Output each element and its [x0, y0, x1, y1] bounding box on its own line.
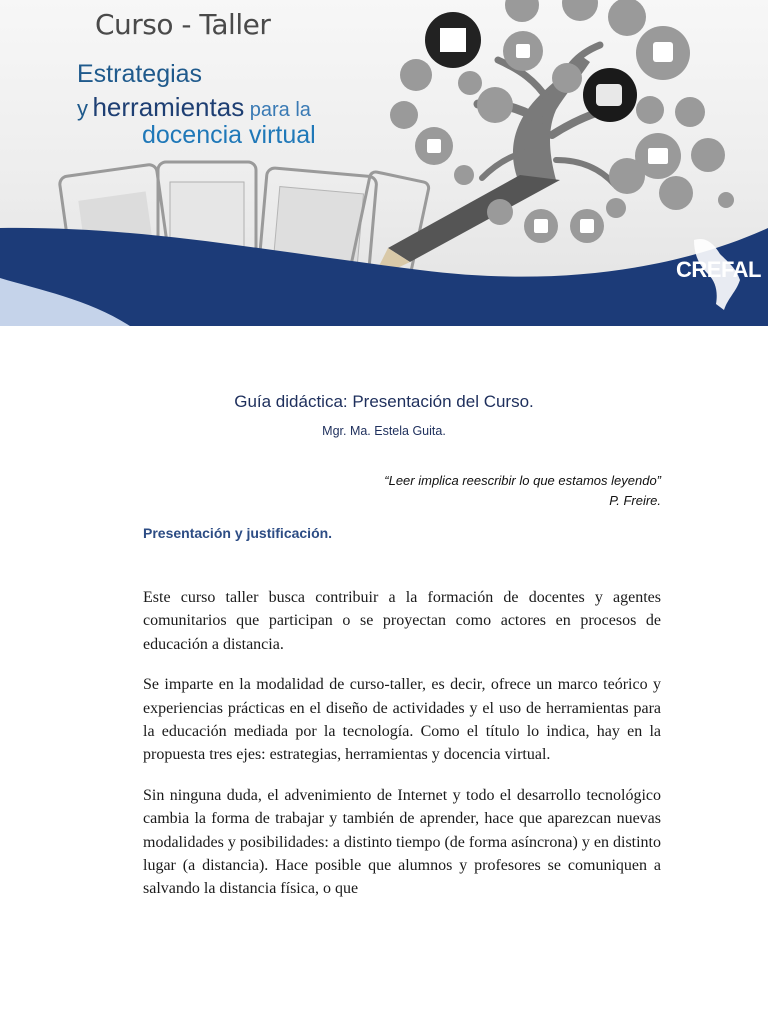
body-text — [143, 586, 661, 918]
navy-swoosh — [0, 228, 768, 326]
banner-subtitle-line1: Estrategias — [77, 60, 203, 88]
paragraph: Se imparte en la modalidad de curso-taller, es decir, ofrece un marco teórico y experiencias prácticas en el diseño de actividades y el uso de herramientas para la educación mediada por la tecnología. Como el título lo indica, hay en la propuesta tres ejes: estrategias, herramientas y docencia virtual. — [143, 676, 661, 764]
header-banner — [0, 0, 768, 326]
banner-title: Curso - Taller — [95, 8, 271, 41]
epigraph-quote — [384, 471, 661, 511]
quote-text: “Leer implica reescribir lo que estamos leyendo” — [384, 473, 661, 488]
document-title: Guía didáctica: Presentación del Curso. — [234, 392, 534, 411]
banner-subtitle-line2 — [77, 92, 311, 123]
crefal-logo: CREFAL — [676, 257, 761, 282]
banner-subtitle-para: para la — [244, 99, 311, 121]
banner-subtitle-y: y — [77, 96, 88, 121]
paragraph: Sin ninguna duda, el advenimiento de Internet y todo el desarrollo tecnológico cambia la forma de trabajar y también de aprender, hace que aparezcan nuevas modalidades y posibilidades: a distinto tiempo (de forma asíncrona) y en distinto lugar (a distancia). Hace posible que alumnos y profesores se comuniquen a salvando la distancia física, o que — [143, 786, 661, 898]
banner-illustration — [0, 0, 768, 326]
feature-icons — [390, 0, 734, 243]
paragraph: Este curso taller busca contribuir a la formación de docentes y agentes comunitarios que participan o se proyectan como actores en procesos de educación a distancia. — [143, 589, 661, 653]
quote-author: P. Freire. — [609, 493, 661, 508]
banner-subtitle-herramientas: herramientas — [92, 92, 245, 122]
section-heading: Presentación y justificación. — [143, 525, 333, 541]
document-author: Mgr. Ma. Estela Guita. — [322, 424, 446, 438]
banner-subtitle-line3: docencia virtual — [142, 121, 316, 149]
